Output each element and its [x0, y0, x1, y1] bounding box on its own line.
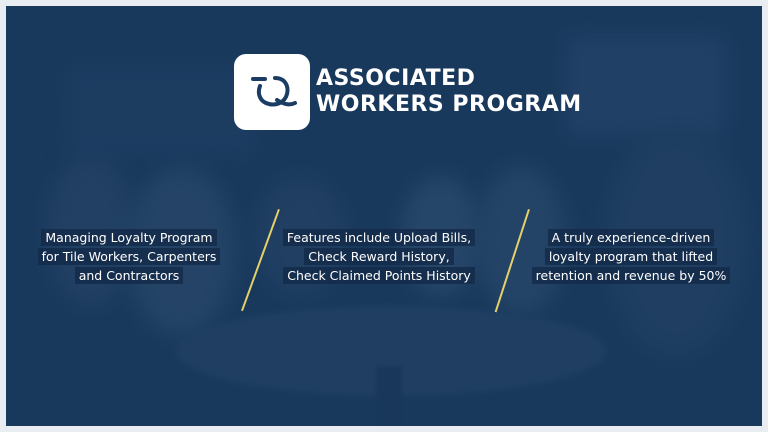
brand-line-1: ASSOCIATED [316, 66, 476, 91]
feature-3-line-2: loyalty program that lifted [545, 248, 717, 265]
feature-1-line-3: and Contractors [75, 267, 184, 284]
feature-2-line-1: Features include Upload Bills, [283, 229, 475, 246]
banner [6, 6, 762, 426]
q-logo-icon [245, 70, 299, 114]
feature-1-line-2: for Tile Workers, Carpenters [38, 248, 221, 265]
feature-1-line-1: Managing Loyalty Program [41, 229, 216, 246]
feature-card-1 [20, 228, 238, 285]
feature-3-line-3: retention and revenue by 50% [532, 267, 731, 284]
brand-line-2: WORKERS PROGRAM [316, 92, 582, 117]
feature-2-line-3: Check Claimed Points History [283, 267, 475, 284]
brand-title [316, 66, 582, 118]
feature-2-line-2: Check Reward History, [304, 248, 453, 265]
feature-card-3 [516, 228, 746, 285]
feature-card-2 [272, 228, 486, 285]
feature-3-line-1: A truly experience-driven [548, 229, 715, 246]
logo [234, 54, 310, 130]
